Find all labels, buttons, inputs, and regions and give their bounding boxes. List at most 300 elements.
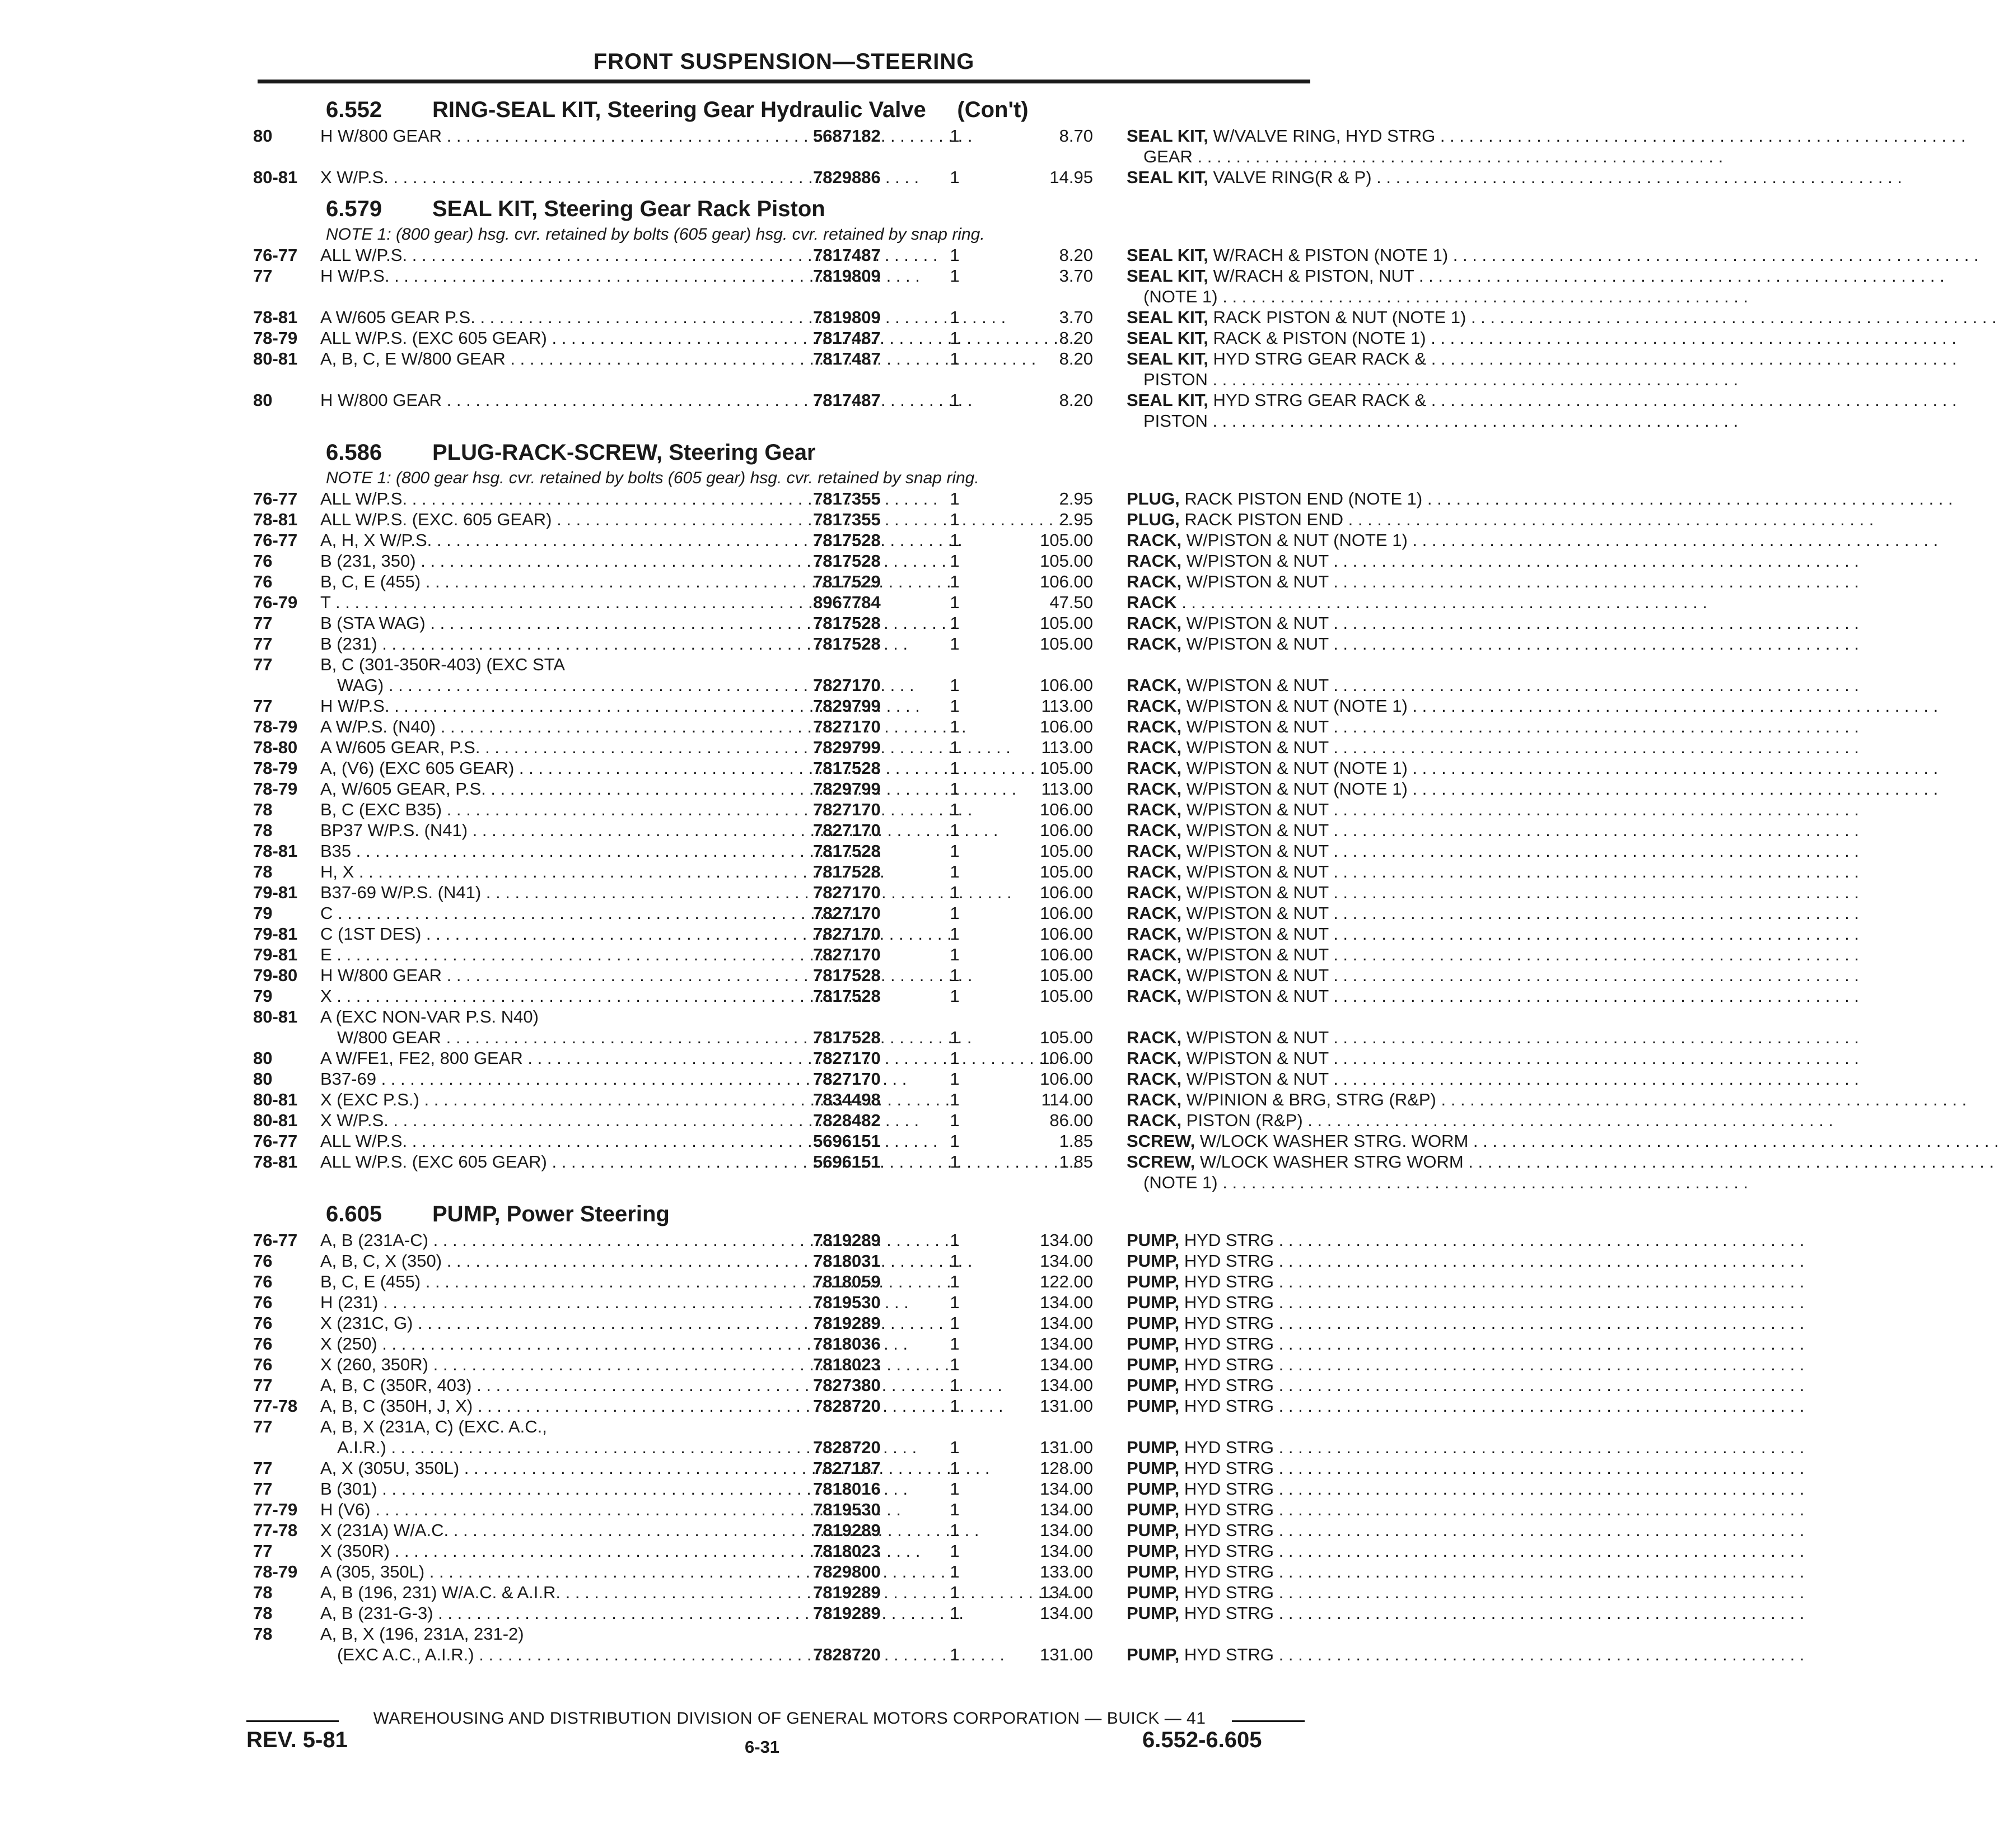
description-text: HYD STRG bbox=[1184, 1479, 1274, 1499]
description bbox=[1127, 1375, 1563, 1396]
part-row bbox=[253, 390, 1427, 410]
description bbox=[1127, 1068, 1563, 1089]
application-text: A, B, C, X (350) bbox=[320, 1251, 442, 1271]
model-years: 78-79 bbox=[253, 758, 298, 778]
description bbox=[1127, 1582, 1563, 1603]
part-row bbox=[253, 1172, 1311, 1193]
part-row bbox=[253, 1292, 1311, 1313]
application-text: ALL W/P.S. bbox=[320, 245, 408, 265]
description-text: W/RACH & PISTON, NUT bbox=[1213, 266, 1414, 286]
application-continued bbox=[337, 675, 886, 696]
application-text: A W/605 GEAR, P.S. bbox=[320, 738, 480, 757]
section-title bbox=[253, 197, 1311, 225]
description bbox=[1127, 1027, 1563, 1048]
model-years: 76-77 bbox=[253, 1230, 298, 1250]
model-years: 79-81 bbox=[253, 883, 298, 902]
quantity: 1 bbox=[950, 841, 960, 861]
description bbox=[1127, 716, 1563, 737]
application-text: A W/P.S. (N40) bbox=[320, 717, 436, 736]
section-description: Steering Gear Hydraulic Valve (Con't) bbox=[607, 97, 1029, 122]
model-years: 76 bbox=[253, 1355, 273, 1374]
model-years: 78-79 bbox=[253, 1562, 298, 1581]
section-name bbox=[432, 440, 816, 465]
part-number: 7829886 bbox=[813, 167, 881, 187]
description-text: HYD STRG bbox=[1184, 1583, 1274, 1602]
footer-credit: WAREHOUSING AND DISTRIBUTION DIVISION OF GENERAL MOTORS CORPORATION — BUICK — 41 bbox=[373, 1709, 1206, 1728]
part-number: 7817528 bbox=[813, 634, 881, 654]
quantity: 1 bbox=[950, 883, 960, 902]
model-years: 78-81 bbox=[253, 510, 298, 529]
description-keyword: RACK, bbox=[1127, 986, 1182, 1006]
description-keyword: RACK, bbox=[1127, 779, 1182, 799]
part-number: 7829799 bbox=[813, 779, 881, 799]
description-keyword: RACK, bbox=[1127, 1028, 1182, 1047]
model-years: 76-77 bbox=[253, 1131, 298, 1151]
price: 106.00 bbox=[1040, 800, 1093, 819]
description-text: HYD STRG bbox=[1184, 1396, 1274, 1416]
description bbox=[1127, 820, 1563, 841]
part-number: 7819809 bbox=[813, 266, 881, 286]
section-number: 6.586 bbox=[326, 440, 382, 465]
description-text: RACK PISTON & NUT (NOTE 1) bbox=[1213, 307, 1466, 327]
application: B, C (301-350R-403) (EXC STA bbox=[320, 655, 566, 674]
description bbox=[1127, 696, 1563, 716]
part-row bbox=[253, 1623, 1311, 1644]
model-years: 78-81 bbox=[253, 1152, 298, 1172]
application bbox=[320, 1603, 869, 1623]
quantity: 1 bbox=[950, 489, 960, 508]
part-number: 7827187 bbox=[813, 1458, 881, 1478]
quantity: 1 bbox=[950, 510, 960, 529]
description bbox=[1127, 530, 1563, 550]
description-keyword: RACK, bbox=[1127, 634, 1182, 654]
application-text: A, W/605 GEAR, P.S. bbox=[320, 779, 486, 799]
description bbox=[1127, 778, 1563, 799]
description-continued bbox=[1143, 1172, 1558, 1193]
application-text: X (250) bbox=[320, 1334, 377, 1354]
quantity: 1 bbox=[950, 1583, 960, 1602]
description-text: HYD STRG bbox=[1184, 1520, 1274, 1540]
application-text: C (1ST DES) bbox=[320, 924, 422, 944]
model-years: 77 bbox=[253, 655, 273, 674]
application-text: A, B, C (350H, J, X) bbox=[320, 1396, 473, 1416]
description-keyword: PUMP, bbox=[1127, 1479, 1180, 1499]
part-number: 7819530 bbox=[813, 1500, 881, 1519]
model-years: 78 bbox=[253, 820, 273, 840]
application bbox=[320, 1250, 869, 1271]
application-text: B (STA WAG) bbox=[320, 613, 426, 633]
application-text: B35 bbox=[320, 841, 352, 861]
part-row bbox=[253, 1151, 1464, 1172]
price: 47.50 bbox=[1049, 592, 1093, 612]
part-number: 7827170 bbox=[813, 1069, 881, 1089]
quantity: 1 bbox=[950, 1131, 960, 1151]
description-text: (NOTE 1) bbox=[1143, 287, 1218, 306]
section-name bbox=[432, 197, 825, 222]
quantity: 1 bbox=[950, 1520, 960, 1540]
quantity: 1 bbox=[950, 758, 960, 778]
description-text: W/PISTON & NUT bbox=[1186, 613, 1329, 633]
description-text: HYD STRG bbox=[1184, 1438, 1274, 1457]
price: 8.20 bbox=[1059, 390, 1093, 410]
application bbox=[320, 265, 869, 286]
section-part-name: RING-SEAL KIT, bbox=[432, 97, 601, 122]
price: 106.00 bbox=[1040, 820, 1093, 840]
quantity: 1 bbox=[950, 167, 960, 187]
application-text: X bbox=[320, 986, 332, 1006]
section-name bbox=[432, 1202, 670, 1227]
price: 105.00 bbox=[1040, 1028, 1093, 1047]
model-years: 78 bbox=[253, 1624, 273, 1644]
description-text: RACK & PISTON (NOTE 1) bbox=[1213, 328, 1426, 348]
part-number: 7818023 bbox=[813, 1541, 881, 1561]
description-text: PISTON bbox=[1143, 411, 1208, 431]
model-years: 80-81 bbox=[253, 1110, 298, 1130]
description bbox=[1127, 1541, 1563, 1561]
price: 113.00 bbox=[1041, 738, 1093, 757]
price: 134.00 bbox=[1040, 1603, 1093, 1623]
quantity: 1 bbox=[950, 1479, 960, 1499]
description bbox=[1127, 167, 1563, 188]
description-text: HYD STRG bbox=[1184, 1334, 1274, 1354]
part-number: 7828482 bbox=[813, 1110, 881, 1130]
part-row bbox=[253, 509, 1344, 530]
quantity: 1 bbox=[950, 1048, 960, 1068]
description-keyword: RACK, bbox=[1127, 551, 1182, 571]
description-keyword: PUMP, bbox=[1127, 1230, 1180, 1250]
model-years: 80-81 bbox=[253, 1007, 298, 1026]
description-keyword: PUMP, bbox=[1127, 1500, 1180, 1519]
application bbox=[320, 1313, 869, 1333]
application bbox=[320, 1354, 869, 1375]
description-keyword: PUMP, bbox=[1127, 1541, 1180, 1561]
description-keyword: RACK, bbox=[1127, 903, 1182, 923]
description-keyword: PUMP, bbox=[1127, 1292, 1180, 1312]
part-number: 7827170 bbox=[813, 820, 881, 840]
description-keyword: RACK, bbox=[1127, 717, 1182, 736]
description bbox=[1127, 799, 1563, 820]
part-row bbox=[253, 265, 1414, 286]
price: 14.95 bbox=[1049, 167, 1093, 187]
application-text: T bbox=[320, 592, 331, 612]
description bbox=[1127, 1048, 1563, 1068]
application bbox=[320, 1110, 869, 1131]
application bbox=[320, 1131, 869, 1151]
application bbox=[320, 390, 869, 410]
model-years: 79-81 bbox=[253, 945, 298, 964]
part-row bbox=[253, 410, 1311, 431]
description-text: W/PINION & BRG, STRG (R&P) bbox=[1186, 1090, 1436, 1109]
description-keyword: RACK, bbox=[1127, 1069, 1182, 1089]
application bbox=[320, 861, 869, 882]
part-row bbox=[253, 861, 1329, 882]
application bbox=[320, 923, 869, 944]
part-row bbox=[253, 633, 1329, 654]
revision-label: REV. 5-81 bbox=[246, 1728, 348, 1752]
description bbox=[1127, 265, 1563, 286]
part-row bbox=[253, 1006, 1311, 1027]
price: 105.00 bbox=[1040, 530, 1093, 550]
quantity: 1 bbox=[950, 945, 960, 964]
part-number: 7829799 bbox=[813, 696, 881, 716]
part-number: 7828720 bbox=[813, 1645, 881, 1664]
part-row bbox=[253, 1250, 1311, 1271]
model-years: 76 bbox=[253, 1251, 273, 1271]
part-row bbox=[253, 1644, 1311, 1665]
application-text: A W/FE1, FE2, 800 GEAR bbox=[320, 1048, 523, 1068]
description bbox=[1127, 613, 1563, 633]
application-continued bbox=[337, 1437, 886, 1458]
model-years: 76-79 bbox=[253, 592, 298, 612]
description-keyword: PUMP, bbox=[1127, 1645, 1180, 1664]
section-number: 6.552 bbox=[326, 97, 382, 122]
price: 105.00 bbox=[1040, 634, 1093, 654]
description bbox=[1127, 944, 1563, 965]
price: 105.00 bbox=[1040, 841, 1093, 861]
model-years: 80-81 bbox=[253, 349, 298, 368]
description-keyword: PUMP, bbox=[1127, 1375, 1180, 1395]
part-row bbox=[253, 654, 1311, 675]
description-keyword: SCREW, bbox=[1127, 1131, 1195, 1151]
application bbox=[320, 348, 869, 369]
part-row bbox=[253, 944, 1329, 965]
application-text: H (231) bbox=[320, 1292, 379, 1312]
model-years: 76 bbox=[253, 1334, 273, 1354]
description-keyword: RACK, bbox=[1127, 965, 1182, 985]
part-row bbox=[253, 758, 1408, 778]
description-keyword: SEAL KIT, bbox=[1127, 167, 1208, 187]
description-text: HYD STRG GEAR RACK & bbox=[1213, 390, 1427, 410]
price: 134.00 bbox=[1040, 1541, 1093, 1561]
price: 122.00 bbox=[1040, 1272, 1093, 1291]
quantity: 1 bbox=[950, 307, 960, 327]
application-text: B, C (EXC B35) bbox=[320, 800, 442, 819]
application-text: W/800 GEAR bbox=[337, 1028, 442, 1047]
part-number: 7827170 bbox=[813, 675, 881, 695]
price: 8.20 bbox=[1059, 328, 1093, 348]
application bbox=[320, 1292, 869, 1313]
price: 106.00 bbox=[1040, 924, 1093, 944]
application-continued bbox=[337, 1027, 886, 1048]
application-text: H W/P.S. bbox=[320, 266, 390, 286]
description-text: W/PISTON & NUT bbox=[1186, 1069, 1329, 1089]
application-text: (EXC A.C., A.I.R.) bbox=[337, 1645, 474, 1664]
application bbox=[320, 1499, 869, 1520]
description-text: VALVE RING(R & P) bbox=[1213, 167, 1372, 187]
quantity: 1 bbox=[950, 1313, 960, 1333]
description-keyword: PUMP, bbox=[1127, 1438, 1180, 1457]
application bbox=[320, 1458, 869, 1478]
model-years: 77 bbox=[253, 613, 273, 633]
description-text: W/PISTON & NUT bbox=[1186, 800, 1329, 819]
description-continued bbox=[1143, 369, 1558, 390]
description-keyword: RACK, bbox=[1127, 613, 1182, 633]
application-text: B (231, 350) bbox=[320, 551, 416, 571]
price: 134.00 bbox=[1040, 1292, 1093, 1312]
application bbox=[320, 986, 869, 1006]
part-number: 7818031 bbox=[813, 1251, 881, 1271]
application-text: X (350R) bbox=[320, 1541, 390, 1561]
part-number: 7819289 bbox=[813, 1230, 881, 1250]
application bbox=[320, 328, 869, 348]
description-keyword: PUMP, bbox=[1127, 1520, 1180, 1540]
model-years: 76 bbox=[253, 1292, 273, 1312]
part-row bbox=[253, 1089, 1436, 1110]
quantity: 1 bbox=[950, 613, 960, 633]
description-keyword: RACK, bbox=[1127, 820, 1182, 840]
price: 3.70 bbox=[1059, 307, 1093, 327]
application bbox=[320, 696, 869, 716]
price: 131.00 bbox=[1040, 1645, 1093, 1664]
application bbox=[320, 1561, 869, 1582]
description-text: W/PISTON & NUT bbox=[1186, 883, 1329, 902]
description-text: W/PISTON & NUT bbox=[1186, 675, 1329, 695]
description-keyword: PUMP, bbox=[1127, 1334, 1180, 1354]
description-text: W/VALVE RING, HYD STRG bbox=[1213, 126, 1436, 146]
model-years: 77 bbox=[253, 696, 273, 716]
part-number: 7817487 bbox=[813, 390, 881, 410]
quantity: 1 bbox=[950, 779, 960, 799]
application: A, B, X (196, 231A, 231-2) bbox=[320, 1624, 524, 1644]
model-years: 78 bbox=[253, 800, 273, 819]
description-keyword: RACK, bbox=[1127, 800, 1182, 819]
application-text: A, X (305U, 350L) bbox=[320, 1458, 460, 1478]
section-note: NOTE 1: (800 gear) hsg. cvr. retained by bolts (605 gear) hsg. cvr. retained by snap ring. bbox=[326, 225, 985, 244]
part-row bbox=[253, 1375, 1311, 1396]
description-keyword: SCREW, bbox=[1127, 1152, 1195, 1172]
part-row bbox=[253, 882, 1329, 903]
model-years: 77 bbox=[253, 1479, 273, 1499]
description-keyword: PUMP, bbox=[1127, 1251, 1180, 1271]
part-row bbox=[253, 1048, 1329, 1068]
price: 105.00 bbox=[1040, 551, 1093, 571]
part-row bbox=[253, 965, 1329, 986]
description bbox=[1127, 1292, 1563, 1313]
application-text: H, X bbox=[320, 862, 354, 881]
application bbox=[320, 882, 869, 903]
description bbox=[1127, 571, 1563, 592]
model-years: 80-81 bbox=[253, 1090, 298, 1109]
model-years: 78-80 bbox=[253, 738, 298, 757]
price: 8.20 bbox=[1059, 245, 1093, 265]
price: 86.00 bbox=[1049, 1110, 1093, 1130]
part-row bbox=[253, 1333, 1311, 1354]
part-row bbox=[253, 1499, 1311, 1520]
model-years: 80 bbox=[253, 126, 273, 146]
quantity: 1 bbox=[950, 1355, 960, 1374]
description-text: HYD STRG bbox=[1184, 1251, 1274, 1271]
price: 106.00 bbox=[1040, 572, 1093, 591]
price: 134.00 bbox=[1040, 1334, 1093, 1354]
description-keyword: PLUG, bbox=[1127, 510, 1180, 529]
part-number: 7819809 bbox=[813, 307, 881, 327]
price: 134.00 bbox=[1040, 1230, 1093, 1250]
quantity: 1 bbox=[950, 1152, 960, 1172]
description-text: HYD STRG bbox=[1184, 1355, 1274, 1374]
application bbox=[320, 1541, 869, 1561]
quantity: 1 bbox=[950, 1438, 960, 1457]
part-number: 7817528 bbox=[813, 530, 881, 550]
quantity: 1 bbox=[950, 245, 960, 265]
section-title bbox=[253, 97, 1311, 125]
description-keyword: PUMP, bbox=[1127, 1562, 1180, 1581]
description-text: W/PISTON & NUT bbox=[1186, 572, 1329, 591]
page-title: FRONT SUSPENSION—STEERING bbox=[593, 49, 975, 74]
description-keyword: SEAL KIT, bbox=[1127, 245, 1208, 265]
part-number: 7817528 bbox=[813, 965, 881, 985]
part-row bbox=[253, 530, 1408, 550]
description bbox=[1127, 348, 1563, 369]
model-years: 79-80 bbox=[253, 965, 298, 985]
model-years: 80-81 bbox=[253, 167, 298, 187]
application bbox=[320, 1582, 869, 1603]
part-row bbox=[253, 592, 1311, 613]
quantity: 1 bbox=[950, 1069, 960, 1089]
model-years: 77 bbox=[253, 1375, 273, 1395]
application bbox=[320, 1068, 869, 1089]
quantity: 1 bbox=[950, 1645, 960, 1664]
part-number: 7817528 bbox=[813, 613, 881, 633]
description-keyword: RACK, bbox=[1127, 1090, 1182, 1109]
description-keyword: RACK, bbox=[1127, 883, 1182, 902]
description bbox=[1127, 923, 1563, 944]
application: A (EXC NON-VAR P.S. N40) bbox=[320, 1007, 539, 1026]
part-row bbox=[253, 841, 1329, 861]
description-text: HYD STRG bbox=[1184, 1313, 1274, 1333]
application bbox=[320, 1151, 869, 1172]
quantity: 1 bbox=[950, 1292, 960, 1312]
description-text: W/PISTON & NUT (NOTE 1) bbox=[1186, 530, 1408, 550]
section-description: Steering Gear Rack Piston bbox=[544, 197, 825, 221]
application-text: A, B (231-G-3) bbox=[320, 1603, 433, 1623]
application-text: H W/800 GEAR bbox=[320, 390, 442, 410]
description-text: HYD STRG bbox=[1184, 1272, 1274, 1291]
price: 134.00 bbox=[1040, 1520, 1093, 1540]
application-text: ALL W/P.S. (EXC. 605 GEAR) bbox=[320, 510, 552, 529]
quantity: 1 bbox=[950, 1110, 960, 1130]
description-keyword: PUMP, bbox=[1127, 1272, 1180, 1291]
description bbox=[1127, 1151, 1563, 1172]
part-row bbox=[253, 488, 1423, 509]
part-number: 7827170 bbox=[813, 924, 881, 944]
part-row bbox=[253, 778, 1408, 799]
description bbox=[1127, 1499, 1563, 1520]
application-text: B37-69 W/P.S. (N41) bbox=[320, 883, 482, 902]
model-years: 76 bbox=[253, 551, 273, 571]
application-text: X W/P.S. bbox=[320, 1110, 389, 1130]
description-keyword: RACK, bbox=[1127, 945, 1182, 964]
description bbox=[1127, 1333, 1563, 1354]
price: 105.00 bbox=[1040, 862, 1093, 881]
price: 1.85 bbox=[1059, 1152, 1093, 1172]
description-text: W/PISTON & NUT bbox=[1186, 841, 1329, 861]
application-text: A, B, C, E W/800 GEAR bbox=[320, 349, 506, 368]
model-years: 80 bbox=[253, 390, 273, 410]
section-description: Steering Gear bbox=[669, 440, 816, 465]
application-text: E bbox=[320, 945, 332, 964]
application-text: B37-69 bbox=[320, 1069, 376, 1089]
description-text: W/PISTON & NUT bbox=[1186, 862, 1329, 881]
section-title bbox=[253, 1202, 1311, 1230]
quantity: 1 bbox=[950, 1396, 960, 1416]
application bbox=[320, 965, 869, 986]
application bbox=[320, 737, 869, 758]
application-text: X W/P.S. bbox=[320, 167, 389, 187]
description bbox=[1127, 1131, 1563, 1151]
description-text: W/PISTON & NUT bbox=[1186, 986, 1329, 1006]
description-keyword: SEAL KIT, bbox=[1127, 390, 1208, 410]
description-text: RACK PISTON END (NOTE 1) bbox=[1184, 489, 1423, 508]
